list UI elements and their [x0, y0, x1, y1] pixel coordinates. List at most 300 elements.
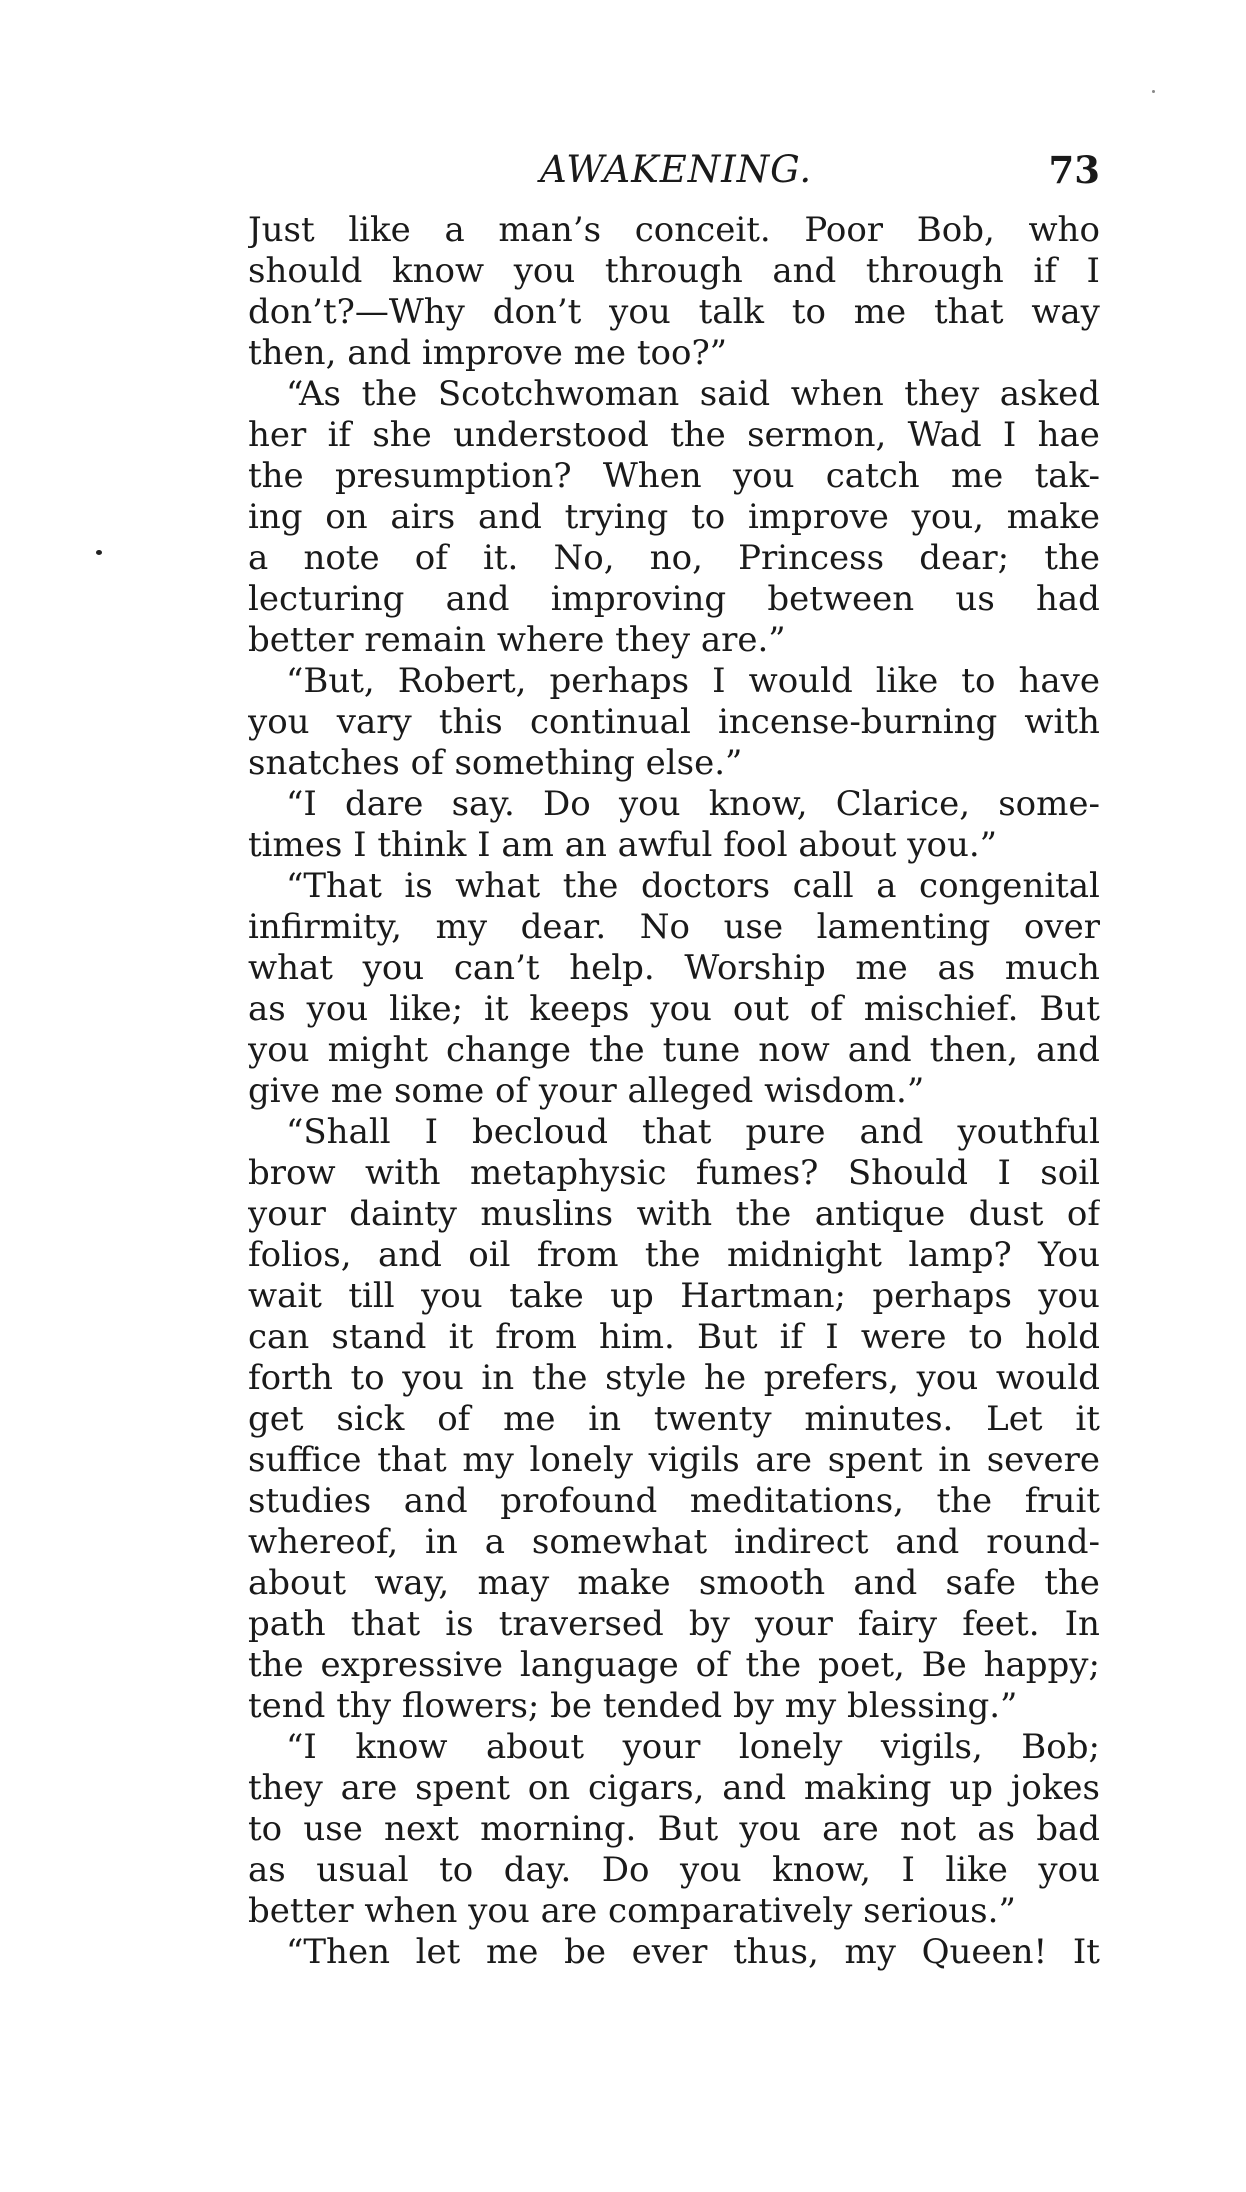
word: know,	[708, 784, 808, 824]
text-line: give me some of your alleged wisdom.”	[248, 1071, 925, 1111]
word: of	[809, 989, 843, 1029]
word: lonely	[738, 1727, 843, 1767]
text-line	[248, 210, 1100, 251]
word: by	[688, 1604, 730, 1644]
word: understood	[453, 415, 649, 455]
word: your	[248, 1194, 326, 1234]
word: you	[1038, 1276, 1100, 1316]
text-line	[248, 1153, 1100, 1194]
word: lonely	[529, 1440, 633, 1480]
word: and	[722, 1768, 787, 1808]
word: what	[248, 948, 333, 988]
word: about	[248, 1563, 347, 1603]
running-head: AWAKENING.	[540, 148, 813, 191]
word: I	[825, 1317, 839, 1357]
word: you	[362, 948, 425, 988]
text-line	[248, 1112, 1100, 1153]
word: and	[853, 1563, 918, 1603]
word: may	[477, 1563, 550, 1603]
word: Do	[601, 1850, 650, 1890]
word: dear.	[520, 907, 607, 947]
text-line	[248, 251, 1100, 292]
word: “But,	[286, 661, 375, 701]
word: should	[248, 251, 363, 291]
word: say.	[451, 784, 515, 824]
word: it.	[483, 538, 519, 578]
text-line	[248, 538, 1100, 579]
word: hae	[1037, 415, 1100, 455]
word: tak-	[1034, 456, 1100, 496]
text-line	[248, 497, 1100, 538]
word: like;	[389, 989, 464, 1029]
word: improving	[550, 579, 727, 619]
word: now	[758, 1030, 830, 1070]
word: like	[875, 661, 939, 701]
word: becloud	[472, 1112, 608, 1152]
text-line	[248, 989, 1100, 1030]
word: know	[391, 251, 485, 291]
word: what	[455, 866, 541, 906]
word: no,	[649, 538, 703, 578]
word: you	[306, 989, 369, 1029]
word: muslins	[480, 1194, 614, 1234]
text-line	[248, 1235, 1100, 1276]
word: some-	[998, 784, 1100, 824]
text-line	[248, 1030, 1100, 1071]
word: my	[462, 1440, 514, 1480]
word: between	[767, 579, 915, 619]
word: with	[365, 1153, 441, 1193]
word: Do	[543, 784, 591, 824]
word: you	[916, 1358, 979, 1398]
word: the	[1044, 1563, 1100, 1603]
word: like	[945, 1850, 1008, 1890]
word: wait	[248, 1276, 322, 1316]
word: and	[772, 251, 837, 291]
word: you	[513, 251, 576, 291]
word: midnight	[726, 1235, 882, 1275]
word: brow	[248, 1153, 336, 1193]
word: “I	[286, 1727, 317, 1767]
word: next	[384, 1809, 459, 1849]
text-line	[248, 866, 1100, 907]
word: change	[446, 1030, 571, 1070]
word: vigils,	[880, 1727, 983, 1767]
word: if	[327, 415, 352, 455]
word: is	[404, 866, 433, 906]
word: when	[790, 374, 884, 414]
word: cigars,	[587, 1768, 705, 1808]
word: were	[860, 1317, 947, 1357]
word: he	[704, 1358, 747, 1398]
word: make	[577, 1563, 671, 1603]
text-line: better when you are comparatively serious.”	[248, 1891, 1016, 1931]
word: doctors	[640, 866, 771, 906]
word: that	[933, 292, 1004, 332]
word: would	[995, 1358, 1100, 1398]
word: this	[438, 702, 503, 742]
word: “As	[286, 374, 342, 414]
word: my	[844, 1932, 896, 1972]
word: dust	[968, 1194, 1044, 1234]
word: much	[1004, 948, 1100, 988]
word: to	[961, 661, 996, 701]
text-line	[248, 702, 1100, 743]
word: lamp?	[908, 1235, 1012, 1275]
word: your	[755, 1604, 833, 1644]
text-line	[248, 907, 1100, 948]
word: making	[803, 1768, 932, 1808]
text-line	[248, 1727, 1100, 1768]
text-line	[248, 1317, 1100, 1358]
word: ing	[248, 497, 303, 537]
word: of	[437, 1399, 471, 1439]
word: dainty	[349, 1194, 457, 1234]
word: me	[486, 1932, 539, 1972]
word: Bob;	[1021, 1727, 1100, 1767]
word: language	[519, 1645, 679, 1685]
word: But	[1039, 989, 1100, 1029]
ink-speck	[96, 550, 102, 555]
word: a	[484, 1522, 505, 1562]
word: You	[1038, 1235, 1100, 1275]
word: might	[327, 1030, 429, 1070]
word: me	[853, 292, 907, 332]
word: perhaps	[872, 1276, 1012, 1316]
word: somewhat	[531, 1522, 708, 1562]
word: expressive	[320, 1645, 504, 1685]
word: in	[588, 1399, 622, 1439]
word: poet,	[818, 1645, 905, 1685]
word: a	[444, 210, 465, 250]
word: spent	[415, 1768, 511, 1808]
word: as	[248, 1850, 286, 1890]
word: as	[937, 948, 976, 988]
text-line	[248, 1522, 1100, 1563]
word: fumes?	[695, 1153, 819, 1193]
word: let	[415, 1932, 461, 1972]
word: on	[527, 1768, 571, 1808]
word: it	[448, 1317, 474, 1357]
word: sermon,	[747, 415, 887, 455]
word: don’t?—Why	[248, 292, 465, 332]
word: through	[604, 251, 743, 291]
word: suffice	[248, 1440, 362, 1480]
word: to	[791, 292, 826, 332]
word: up	[949, 1768, 994, 1808]
word: style	[605, 1358, 687, 1398]
word: minutes.	[804, 1399, 954, 1439]
word: out	[732, 989, 789, 1029]
text-line	[248, 1481, 1100, 1522]
word: her	[248, 415, 307, 455]
word: infirmity,	[248, 907, 402, 947]
word: lamenting	[816, 907, 991, 947]
word: spent	[827, 1440, 923, 1480]
word: Let	[986, 1399, 1043, 1439]
word: bad	[1036, 1809, 1100, 1849]
word: the	[670, 415, 726, 455]
word: But	[657, 1809, 719, 1849]
word: airs	[390, 497, 456, 537]
word: up	[610, 1276, 654, 1316]
word: fairy	[857, 1604, 938, 1644]
word: Be	[921, 1645, 967, 1685]
word: It	[1072, 1932, 1100, 1972]
text-line	[248, 1768, 1100, 1809]
word: your	[622, 1727, 701, 1767]
word: you	[609, 292, 671, 332]
word: In	[1064, 1604, 1100, 1644]
word: jokes	[1010, 1768, 1100, 1808]
text-line	[248, 1645, 1100, 1686]
page-header	[250, 148, 1100, 196]
word: through	[865, 251, 1004, 291]
word: with	[636, 1194, 713, 1234]
word: who	[1028, 210, 1100, 250]
word: No	[639, 907, 690, 947]
word: youthful	[957, 1112, 1100, 1152]
text-line	[248, 1809, 1100, 1850]
word: the	[531, 1358, 588, 1398]
word: feet.	[962, 1604, 1040, 1644]
word: Just	[248, 210, 315, 250]
word: and	[403, 1481, 468, 1521]
word: smooth	[698, 1563, 826, 1603]
word: call	[792, 866, 854, 906]
word: stand	[331, 1317, 427, 1357]
text-line	[248, 784, 1100, 825]
text-line: better remain where they are.”	[248, 620, 786, 660]
word: a	[876, 866, 897, 906]
word: from	[536, 1235, 619, 1275]
word: catch	[825, 456, 920, 496]
word: conceit.	[634, 210, 771, 250]
word: can	[248, 1317, 310, 1357]
word: to	[691, 497, 726, 537]
word: hold	[1024, 1317, 1100, 1357]
word: help.	[569, 948, 655, 988]
word: would	[748, 661, 853, 701]
word: “That	[286, 866, 382, 906]
word: lecturing	[248, 579, 405, 619]
text-line	[248, 661, 1100, 702]
word: me	[855, 948, 908, 988]
word: they	[904, 374, 980, 414]
word: mischief.	[863, 989, 1019, 1029]
word: vary	[336, 702, 412, 742]
word: man’s	[498, 210, 602, 250]
word: with	[1024, 702, 1100, 742]
word: metaphysic	[469, 1153, 667, 1193]
word: But	[696, 1317, 758, 1357]
word: in	[938, 1440, 972, 1480]
word: if	[1033, 251, 1057, 291]
word: fruit	[1024, 1481, 1100, 1521]
word: take	[509, 1276, 584, 1316]
text-line	[248, 415, 1100, 456]
word: Scotchwoman	[437, 374, 680, 414]
word: and	[377, 1235, 442, 1275]
word: a	[248, 538, 269, 578]
text-line	[248, 456, 1100, 497]
word: as	[248, 989, 286, 1029]
word: usual	[316, 1850, 409, 1890]
word: studies	[248, 1481, 372, 1521]
word: that	[377, 1440, 447, 1480]
word: you	[680, 1850, 742, 1890]
word: Queen!	[921, 1932, 1048, 1972]
text-line: times I think I am an awful fool about you.”	[248, 825, 998, 865]
word: you	[248, 1030, 310, 1070]
word: round-	[986, 1522, 1100, 1562]
word: not	[900, 1809, 957, 1849]
word: the	[745, 1645, 802, 1685]
word: the	[936, 1481, 993, 1521]
word: “I	[286, 784, 317, 824]
word: and	[859, 1112, 924, 1152]
word: me	[503, 1399, 556, 1439]
word: meditations,	[689, 1481, 904, 1521]
word: the	[361, 374, 418, 414]
word: you	[248, 702, 310, 742]
word: him.	[598, 1317, 675, 1357]
word: Worship	[684, 948, 826, 988]
word: trying	[564, 497, 669, 537]
word: forth	[248, 1358, 333, 1398]
text-line	[248, 1563, 1100, 1604]
word: happy;	[983, 1645, 1100, 1685]
text-line	[248, 579, 1100, 620]
word: can’t	[453, 948, 540, 988]
word: traversed	[498, 1604, 664, 1644]
word: and	[477, 497, 542, 537]
word: make	[1006, 497, 1100, 537]
word: path	[248, 1604, 326, 1644]
word: on	[325, 497, 368, 537]
word: are	[340, 1768, 398, 1808]
word: the	[644, 1235, 701, 1275]
word: you,	[911, 497, 984, 537]
word: that	[350, 1604, 421, 1644]
text-line: tend thy flowers; be tended by my blessing.”	[248, 1686, 1018, 1726]
word: it	[483, 989, 509, 1029]
word: day.	[503, 1850, 572, 1890]
word: you	[739, 1809, 801, 1849]
page-number: 73	[1048, 148, 1100, 192]
word: the	[248, 1645, 304, 1685]
word: I	[424, 1112, 439, 1152]
word: Clarice,	[835, 784, 971, 824]
word: you	[732, 456, 795, 496]
word: the	[248, 456, 304, 496]
word: as	[977, 1809, 1015, 1849]
word: know,	[772, 1850, 871, 1890]
text-line	[248, 948, 1100, 989]
word: then,	[929, 1030, 1019, 1070]
body-text	[248, 210, 1100, 1973]
word: and	[445, 579, 510, 619]
word: if	[779, 1317, 804, 1357]
word: morning.	[480, 1809, 637, 1849]
text-line	[248, 1850, 1100, 1891]
word: asked	[999, 374, 1100, 414]
text-line	[248, 1276, 1100, 1317]
word: you	[402, 1358, 464, 1398]
word: are	[822, 1809, 879, 1849]
word: ever	[631, 1932, 708, 1972]
word: vigils	[648, 1440, 740, 1480]
word: us	[955, 579, 995, 619]
word: tune	[662, 1030, 741, 1070]
word: had	[1036, 579, 1100, 619]
word: profound	[500, 1481, 658, 1521]
word: and	[847, 1030, 912, 1070]
word: pure	[745, 1112, 826, 1152]
word: they	[248, 1768, 323, 1808]
word: you	[650, 989, 712, 1029]
paper-speck	[1152, 90, 1155, 93]
word: “Shall	[286, 1112, 391, 1152]
word: I	[1086, 251, 1100, 291]
word: I	[901, 1850, 915, 1890]
word: I	[712, 661, 726, 701]
word: from	[495, 1317, 577, 1357]
word: “Then	[286, 1932, 390, 1972]
word: to	[439, 1850, 474, 1890]
word: Wad	[907, 415, 982, 455]
word: prefers,	[763, 1358, 900, 1398]
word: my	[435, 907, 488, 947]
word: antique	[814, 1194, 946, 1234]
text-line	[248, 374, 1100, 415]
word: and	[1036, 1030, 1100, 1070]
word: the	[588, 1030, 645, 1070]
word: to	[350, 1358, 385, 1398]
word: folios,	[248, 1235, 352, 1275]
text-line	[248, 1399, 1100, 1440]
word: be	[564, 1932, 606, 1972]
text-line	[248, 1932, 1100, 1973]
word: you	[618, 784, 681, 824]
word: are	[755, 1440, 813, 1480]
word: whereof,	[248, 1522, 399, 1562]
word: have	[1018, 661, 1100, 701]
word: Should	[847, 1153, 969, 1193]
text-line	[248, 1194, 1100, 1235]
word: to	[248, 1809, 283, 1849]
text-line	[248, 1604, 1100, 1645]
word: severe	[986, 1440, 1100, 1480]
word: the	[562, 866, 619, 906]
text-line	[248, 292, 1100, 333]
word: me	[950, 456, 1004, 496]
word: incense-burning	[718, 702, 998, 742]
text-line	[248, 1440, 1100, 1481]
word: Bob,	[916, 210, 995, 250]
word: know	[355, 1727, 448, 1767]
word: over	[1023, 907, 1100, 947]
word: like	[348, 210, 411, 250]
word: till	[348, 1276, 395, 1316]
word: soil	[1040, 1153, 1100, 1193]
word: improve	[747, 497, 889, 537]
word: presumption?	[334, 456, 572, 496]
word: use	[723, 907, 784, 947]
word: dare	[345, 784, 424, 824]
word: in	[481, 1358, 515, 1398]
word: of	[1066, 1194, 1100, 1234]
